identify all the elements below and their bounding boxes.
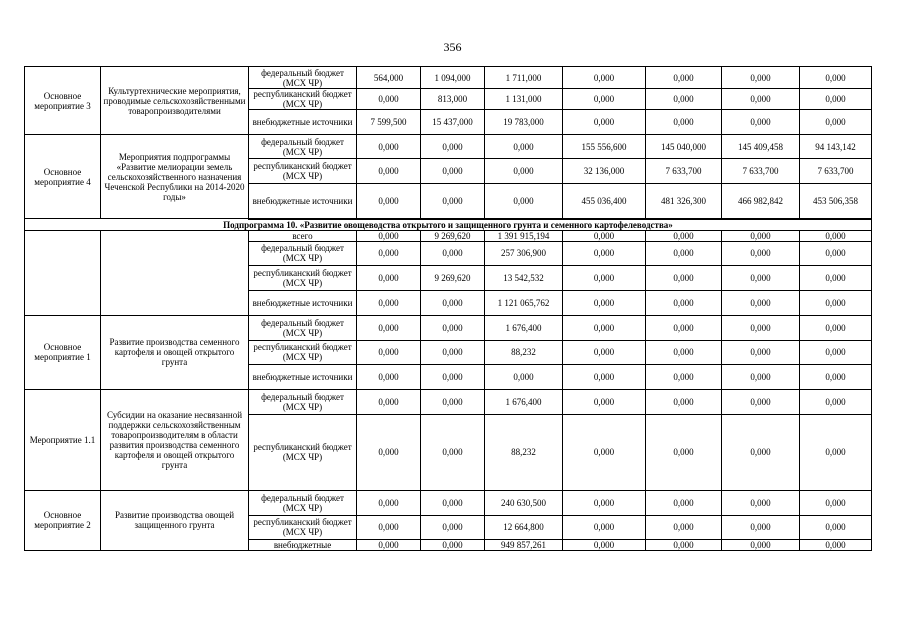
funding-source-cell: внебюджетные источники — [249, 110, 357, 135]
value-cell: 466 982,842 — [722, 184, 800, 219]
value-cell: 0,000 — [357, 539, 421, 550]
value-cell: 0,000 — [722, 265, 800, 290]
value-cell: 0,000 — [800, 110, 872, 135]
value-cell: 0,000 — [722, 490, 800, 515]
value-cell: 0,000 — [722, 230, 800, 241]
section-title: Подпрограмма 10. «Развитие овощеводства открытого и защищенного грунта и семенного картофелеводства» — [25, 219, 872, 231]
value-cell: 0,000 — [357, 241, 421, 265]
value-cell: 0,000 — [357, 290, 421, 315]
value-cell: 0,000 — [722, 110, 800, 135]
value-cell: 0,000 — [800, 89, 872, 110]
funding-source-cell: республиканский бюджет (МСХ ЧР) — [249, 414, 357, 490]
value-cell: 0,000 — [563, 265, 646, 290]
value-cell: 0,000 — [646, 490, 722, 515]
value-cell: 0,000 — [563, 515, 646, 539]
funding-source-cell: федеральный бюджет (МСХ ЧР) — [249, 490, 357, 515]
value-cell: 0,000 — [357, 364, 421, 389]
value-cell: 0,000 — [357, 389, 421, 414]
value-cell: 0,000 — [421, 135, 485, 159]
value-cell: 0,000 — [800, 241, 872, 265]
value-cell: 0,000 — [800, 515, 872, 539]
value-cell: 0,000 — [357, 315, 421, 340]
value-cell: 0,000 — [646, 67, 722, 89]
value-cell: 949 857,261 — [485, 539, 563, 550]
value-cell: 0,000 — [563, 230, 646, 241]
budget-table — [24, 66, 872, 551]
value-cell: 240 630,500 — [485, 490, 563, 515]
value-cell: 0,000 — [722, 340, 800, 364]
value-cell: 0,000 — [563, 290, 646, 315]
value-cell: 94 143,142 — [800, 135, 872, 159]
value-cell: 15 437,000 — [421, 110, 485, 135]
value-cell: 0,000 — [646, 230, 722, 241]
value-cell: 1 676,400 — [485, 389, 563, 414]
value-cell: 1 711,000 — [485, 67, 563, 89]
section-title-row — [25, 219, 872, 231]
value-cell: 0,000 — [357, 230, 421, 241]
activity-category-cell — [25, 230, 101, 315]
value-cell: 0,000 — [421, 315, 485, 340]
value-cell: 0,000 — [563, 110, 646, 135]
funding-source-cell: федеральный бюджет (МСХ ЧР) — [249, 315, 357, 340]
value-cell: 0,000 — [563, 67, 646, 89]
activity-category-cell: Основное мероприятие 3 — [25, 67, 101, 135]
funding-source-cell: федеральный бюджет (МСХ ЧР) — [249, 389, 357, 414]
value-cell: 0,000 — [800, 490, 872, 515]
value-cell: 0,000 — [800, 414, 872, 490]
value-cell: 0,000 — [646, 241, 722, 265]
funding-source-cell: внебюджетные источники — [249, 364, 357, 389]
value-cell: 0,000 — [421, 340, 485, 364]
value-cell: 0,000 — [722, 290, 800, 315]
value-cell: 0,000 — [485, 364, 563, 389]
value-cell: 0,000 — [646, 515, 722, 539]
value-cell: 0,000 — [722, 315, 800, 340]
value-cell: 0,000 — [563, 414, 646, 490]
table-row — [25, 135, 872, 159]
activity-name-cell: Развитие производства овощей защищенного грунта — [101, 490, 249, 550]
value-cell: 0,000 — [646, 290, 722, 315]
value-cell: 0,000 — [421, 414, 485, 490]
value-cell: 0,000 — [646, 414, 722, 490]
funding-source-cell: внебюджетные источники — [249, 184, 357, 219]
value-cell: 0,000 — [646, 364, 722, 389]
value-cell: 0,000 — [357, 490, 421, 515]
value-cell: 0,000 — [722, 389, 800, 414]
value-cell: 7 633,700 — [800, 159, 872, 184]
value-cell: 1 676,400 — [485, 315, 563, 340]
value-cell: 12 664,800 — [485, 515, 563, 539]
value-cell: 145 040,000 — [646, 135, 722, 159]
value-cell: 155 556,600 — [563, 135, 646, 159]
funding-source-cell: внебюджетные источники — [249, 290, 357, 315]
value-cell: 0,000 — [485, 159, 563, 184]
value-cell: 453 506,358 — [800, 184, 872, 219]
value-cell: 0,000 — [357, 135, 421, 159]
value-cell: 0,000 — [646, 110, 722, 135]
value-cell: 0,000 — [800, 290, 872, 315]
value-cell: 0,000 — [800, 265, 872, 290]
funding-source-cell: всего — [249, 230, 357, 241]
activity-category-cell: Основное мероприятие 2 — [25, 490, 101, 550]
activity-name-cell: Мероприятия подпрограммы «Развитие мелиорации земель сельскохозяйственного назначения Чеченской Республики на 2014-2020 годы» — [101, 135, 249, 219]
funding-source-cell: республиканский бюджет (МСХ ЧР) — [249, 340, 357, 364]
funding-source-cell: республиканский бюджет (МСХ ЧР) — [249, 265, 357, 290]
value-cell: 0,000 — [646, 340, 722, 364]
value-cell: 32 136,000 — [563, 159, 646, 184]
funding-source-cell: внебюджетные — [249, 539, 357, 550]
value-cell: 9 269,620 — [421, 265, 485, 290]
value-cell: 481 326,300 — [646, 184, 722, 219]
value-cell: 0,000 — [800, 67, 872, 89]
funding-source-cell: республиканский бюджет (МСХ ЧР) — [249, 89, 357, 110]
table-row — [25, 490, 872, 515]
value-cell: 0,000 — [722, 539, 800, 550]
value-cell: 0,000 — [421, 290, 485, 315]
value-cell: 0,000 — [722, 515, 800, 539]
value-cell: 0,000 — [485, 184, 563, 219]
value-cell: 0,000 — [357, 265, 421, 290]
value-cell: 13 542,532 — [485, 265, 563, 290]
value-cell: 0,000 — [421, 515, 485, 539]
value-cell: 564,000 — [357, 67, 421, 89]
funding-source-cell: федеральный бюджет (МСХ ЧР) — [249, 241, 357, 265]
value-cell: 7 599,500 — [357, 110, 421, 135]
value-cell: 0,000 — [800, 230, 872, 241]
value-cell: 1 131,000 — [485, 89, 563, 110]
value-cell: 0,000 — [563, 340, 646, 364]
value-cell: 0,000 — [722, 89, 800, 110]
value-cell: 0,000 — [646, 389, 722, 414]
value-cell: 0,000 — [357, 414, 421, 490]
value-cell: 0,000 — [646, 315, 722, 340]
value-cell: 0,000 — [646, 89, 722, 110]
value-cell: 0,000 — [722, 364, 800, 389]
table-row — [25, 67, 872, 89]
value-cell: 0,000 — [485, 135, 563, 159]
table-row — [25, 389, 872, 414]
value-cell: 0,000 — [421, 184, 485, 219]
value-cell: 257 306,900 — [485, 241, 563, 265]
value-cell: 0,000 — [357, 340, 421, 364]
value-cell: 0,000 — [646, 539, 722, 550]
value-cell: 0,000 — [722, 414, 800, 490]
table-row — [25, 315, 872, 340]
value-cell: 19 783,000 — [485, 110, 563, 135]
value-cell: 1 121 065,762 — [485, 290, 563, 315]
value-cell: 0,000 — [563, 490, 646, 515]
page-number: 356 — [443, 40, 462, 54]
funding-source-cell: федеральный бюджет (МСХ ЧР) — [249, 67, 357, 89]
value-cell: 0,000 — [722, 241, 800, 265]
value-cell: 88,232 — [485, 414, 563, 490]
value-cell: 0,000 — [357, 159, 421, 184]
table-row — [25, 230, 872, 241]
activity-category-cell: Основное мероприятие 4 — [25, 135, 101, 219]
value-cell: 145 409,458 — [722, 135, 800, 159]
activity-category-cell: Основное мероприятие 1 — [25, 315, 101, 389]
value-cell: 0,000 — [800, 364, 872, 389]
value-cell: 0,000 — [421, 364, 485, 389]
value-cell: 88,232 — [485, 340, 563, 364]
value-cell: 0,000 — [421, 490, 485, 515]
value-cell: 9 269,620 — [421, 230, 485, 241]
value-cell: 7 633,700 — [646, 159, 722, 184]
value-cell: 0,000 — [646, 265, 722, 290]
value-cell: 0,000 — [421, 241, 485, 265]
value-cell: 0,000 — [421, 389, 485, 414]
value-cell: 0,000 — [722, 67, 800, 89]
value-cell: 813,000 — [421, 89, 485, 110]
activity-category-cell: Мероприятие 1.1 — [25, 389, 101, 490]
value-cell: 0,000 — [421, 159, 485, 184]
value-cell: 0,000 — [563, 539, 646, 550]
value-cell: 0,000 — [357, 184, 421, 219]
value-cell: 0,000 — [563, 241, 646, 265]
value-cell: 1 391 915,194 — [485, 230, 563, 241]
value-cell: 0,000 — [421, 539, 485, 550]
activity-name-cell: Субсидии на оказание несвязанной поддержки сельскохозяйственным товаропроизводителям в области развития производства семенного картофеля и овощей открытого грунта — [101, 389, 249, 490]
funding-source-cell: республиканский бюджет (МСХ ЧР) — [249, 159, 357, 184]
value-cell: 0,000 — [563, 89, 646, 110]
value-cell: 1 094,000 — [421, 67, 485, 89]
value-cell: 455 036,400 — [563, 184, 646, 219]
funding-source-cell: республиканский бюджет (МСХ ЧР) — [249, 515, 357, 539]
value-cell: 0,000 — [563, 389, 646, 414]
value-cell: 0,000 — [563, 315, 646, 340]
value-cell: 0,000 — [800, 340, 872, 364]
value-cell: 0,000 — [800, 539, 872, 550]
value-cell: 0,000 — [800, 389, 872, 414]
activity-name-cell: Культуртехнические мероприятия, проводимые сельскохозяйственными товаропроизводителями — [101, 67, 249, 135]
funding-source-cell: федеральный бюджет (МСХ ЧР) — [249, 135, 357, 159]
activity-name-cell — [101, 230, 249, 315]
value-cell: 7 633,700 — [722, 159, 800, 184]
activity-name-cell: Развитие производства семенного картофеля и овощей открытого грунта — [101, 315, 249, 389]
value-cell: 0,000 — [357, 515, 421, 539]
value-cell: 0,000 — [563, 364, 646, 389]
value-cell: 0,000 — [800, 315, 872, 340]
value-cell: 0,000 — [357, 89, 421, 110]
